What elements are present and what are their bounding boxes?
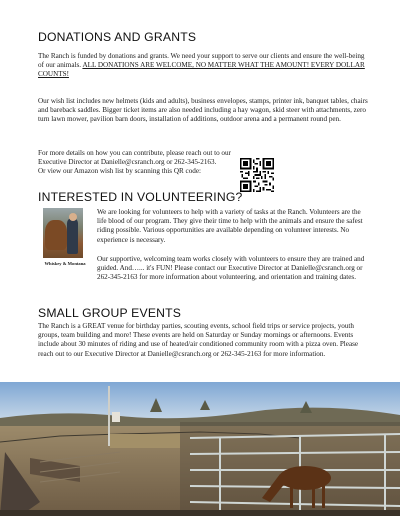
donations-intro	[38, 52, 368, 80]
amazon-text: Or view our Amazon wish list by scanning this QR code:	[38, 167, 202, 176]
volunteer-photo	[43, 208, 83, 258]
photo-caption: Whiskey & Montana	[44, 261, 86, 266]
qr-code[interactable]	[240, 158, 274, 192]
volunteer-paragraph-2: Our supportive, welcoming team works closely with volunteers to ensure they are trained and guided. And…... it's FUN! Please contact our Executive Director at Danielle@csranch.org or 262-345-2163 for more information about volunteering, and orientation and training dates.	[97, 255, 365, 282]
wishlist-paragraph: Our wish list includes new helmets (kids and adults), business envelopes, stamps, printer ink, banquet tables, chairs and bareback saddles. Bigger ticket items are also needed including a hay wagon, skid steer with attachments, zero turn lawn mower, pavilion barn doors, installation of additions, outdoor arena and a permanent round pen.	[38, 97, 368, 124]
donations-intro-text: The Ranch is funded by donations and grants. We need your support to serve our clients and ensure the well-being of our animals.	[38, 52, 365, 70]
volunteering-heading: INTERESTED IN VOLUNTEERING?	[38, 190, 243, 204]
contact-text: For more details on how you can contribute, please reach out to our Executive Director at Danielle@csranch.org or 262-345-2163.	[38, 149, 231, 167]
donations-emphasis: ALL DONATIONS ARE WELCOME, NO MATTER WHAT THE AMOUNT! EVERY DOLLAR COUNTS!	[38, 61, 365, 79]
small-group-heading: SMALL GROUP EVENTS	[38, 306, 182, 320]
donations-contact	[38, 149, 238, 177]
small-group-paragraph: The Ranch is a GREAT venue for birthday parties, scouting events, school field trips or service projects, youth groups, team building and more! These events are held on Saturday or Sunday mornings or afternoons. Events include about 30 minutes of riding and use of heated/air conditioned community room with a pizza oven. Please reach out to our Executive Director at Danielle@csranch.org or 262-345-2163 for more information.	[38, 322, 359, 358]
volunteer-paragraph-1: We are looking for volunteers to help with a variety of tasks at the Ranch. Volunteers are the life blood of our program. They give their time to help with the animals and ensure the safest riding possible. Various opportunities are available depending on volunteer interests. No experience is necessary.	[97, 208, 363, 244]
donations-heading: DONATIONS AND GRANTS	[38, 30, 197, 44]
ranch-photo	[0, 382, 400, 516]
